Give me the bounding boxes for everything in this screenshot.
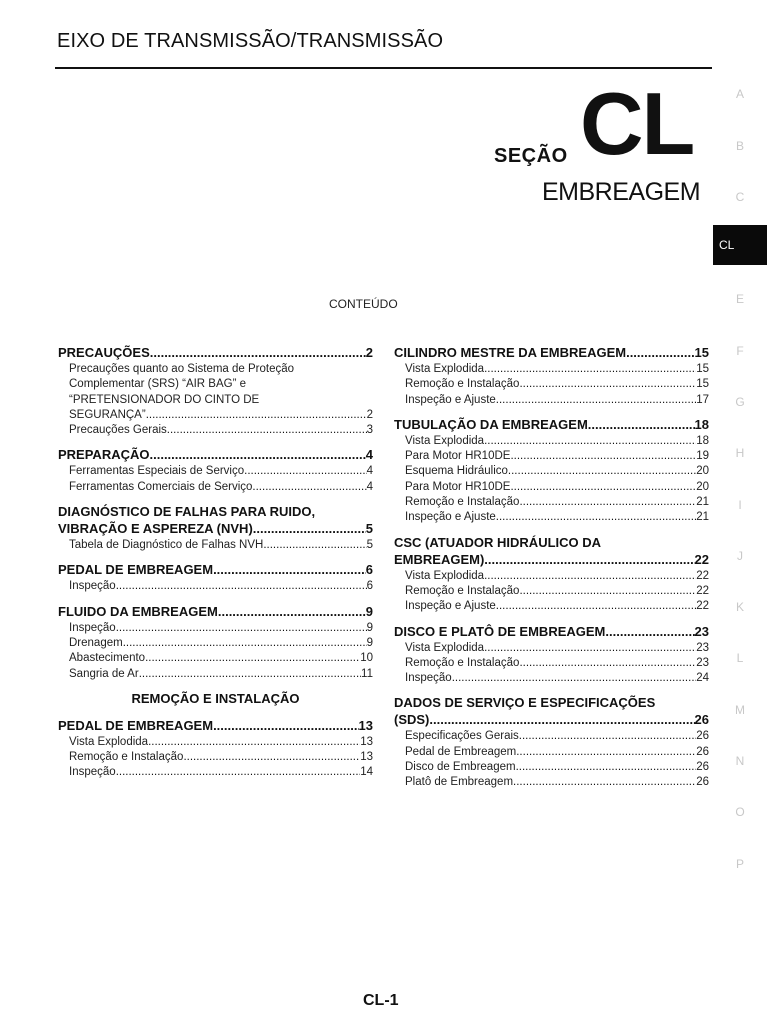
toc-heading-title: TUBULAÇÃO DA EMBREAGEM [394, 416, 588, 432]
leader-dots [484, 362, 696, 377]
leader-dots [146, 408, 367, 423]
leader-dots [213, 717, 358, 734]
side-tab-a[interactable]: A [735, 87, 744, 101]
toc-entry[interactable] [58, 621, 373, 636]
side-tab-c[interactable]: C [735, 190, 745, 204]
leader-dots [429, 711, 694, 728]
leader-dots [519, 656, 696, 671]
toc-entry[interactable] [394, 449, 709, 464]
side-tab-p[interactable]: P [735, 857, 744, 871]
leader-dots [484, 569, 696, 584]
toc-page-number: 26 [696, 776, 709, 789]
side-tab-b[interactable]: B [735, 139, 744, 153]
toc-page-number: 18 [696, 434, 709, 447]
toc-entry[interactable] [394, 377, 709, 392]
toc-page-number: 4 [366, 465, 373, 478]
leader-dots [183, 750, 360, 765]
toc-page-number: 15 [694, 345, 709, 360]
side-tab-f[interactable]: F [736, 344, 744, 358]
leader-dots [510, 449, 696, 464]
toc-page-number: 15 [696, 363, 709, 375]
leader-dots [148, 735, 360, 750]
leader-dots [253, 520, 366, 537]
toc-page-number: 20 [696, 480, 709, 493]
toc-entry-label: Remoção e Instalação [405, 584, 520, 597]
toc-entry-label: Inspeção e Ajuste [405, 600, 496, 613]
toc-group-preparation [58, 446, 373, 495]
toc-entry-label: Ferramentas Comerciais de Serviço [69, 480, 253, 493]
toc-entry-label: Esquema Hidráulico [405, 465, 508, 478]
toc-entry-label: Sangria de Ar [69, 667, 139, 680]
section-code: CL [580, 74, 694, 173]
toc-page-number: 17 [696, 393, 709, 406]
toc-entry[interactable] [58, 667, 373, 682]
toc-entry[interactable] [58, 362, 373, 423]
toc-heading-title: PEDAL DE EMBREAGEM [58, 562, 214, 578]
toc-entry-line: “PRETENSIONADOR DO CINTO DE [69, 393, 260, 406]
toc-heading-title: (SDS) [394, 712, 430, 728]
toc-group-csc [394, 534, 709, 615]
leader-dots [150, 446, 366, 463]
toc-page-number: 2 [365, 345, 373, 360]
toc-heading[interactable] [394, 623, 709, 640]
toc-entry[interactable] [394, 745, 709, 760]
toc-entry-label: Vista Explodida [405, 569, 485, 582]
toc-heading-title: DIAGNÓSTICO DE FALHAS PARA RUIDO, [58, 504, 316, 520]
toc-page-number: 22 [694, 551, 709, 567]
leader-dots [496, 510, 696, 525]
toc-left-column [58, 344, 373, 789]
toc-heading-title: DADOS DE SERVIÇO E ESPECIFICAÇÕES [394, 695, 656, 711]
toc-heading-title: CSC (ATUADOR HIDRÁULICO DA [394, 534, 602, 550]
toc-entry[interactable] [58, 480, 373, 495]
leader-dots [519, 584, 696, 599]
toc-heading[interactable] [394, 416, 709, 433]
toc-heading-title: VIBRAÇÃO E ASPEREZA (NVH) [58, 521, 253, 537]
toc-heading-title: EMBREAGEM) [394, 551, 485, 567]
page-number: CL-1 [363, 992, 399, 1009]
toc-page-number: 15 [696, 378, 709, 391]
toc-page-number: 22 [696, 600, 709, 613]
section-name: EMBREAGEM [542, 178, 701, 206]
toc-entry[interactable] [394, 656, 709, 671]
leader-dots [167, 423, 367, 438]
toc-entry[interactable] [394, 362, 709, 377]
toc-page-number: 2 [366, 408, 373, 421]
toc-entry[interactable] [394, 599, 709, 614]
toc-entry-label: Vista Explodida [405, 363, 485, 375]
leader-dots [484, 551, 694, 568]
toc-heading-title: FLUIDO DA EMBREAGEM [58, 603, 218, 619]
toc-subheading: REMOÇÃO E INSTALAÇÃO [131, 690, 300, 706]
leader-dots [145, 651, 360, 666]
toc-entry-label: Para Motor HR10DE [405, 450, 511, 463]
toc-page-number: 26 [696, 730, 709, 743]
toc-entry-label: Inspeção e Ajuste [405, 511, 496, 524]
side-tab-m[interactable]: M [735, 703, 745, 717]
leader-dots [588, 416, 695, 433]
toc-entry[interactable] [58, 750, 373, 765]
toc-entry-label: Disco de Embreagem [405, 761, 516, 774]
toc-entry-label: Vista Explodida [405, 641, 485, 654]
toc-entry-label: Abastecimento [69, 652, 146, 665]
leader-dots [605, 623, 694, 640]
side-tab-k[interactable]: K [735, 600, 744, 614]
toc-heading-title: PREPARAÇÃO [58, 447, 150, 463]
leader-dots [218, 603, 366, 620]
toc-entry-label: Remoção e Instalação [405, 496, 520, 509]
leader-dots [516, 760, 697, 775]
toc-page-number: 4 [365, 447, 373, 463]
toc-entry-label: Drenagem [69, 636, 123, 649]
toc-entry-label: Ferramentas Especiais de Serviço [69, 465, 245, 478]
toc-page-number: 6 [365, 562, 373, 578]
side-tab-o[interactable]: O [735, 805, 745, 819]
toc-entry[interactable] [394, 760, 709, 775]
toc-entry[interactable] [58, 735, 373, 750]
toc-page-number: 9 [366, 636, 373, 649]
leader-dots [116, 579, 367, 594]
toc-heading-title: CILINDRO MESTRE DA EMBREAGEM [394, 345, 627, 360]
leader-dots [519, 377, 696, 392]
header-rule [55, 67, 712, 69]
toc-page-number: 5 [366, 539, 373, 552]
side-tab-l[interactable]: L [736, 651, 744, 665]
leader-dots [626, 344, 694, 361]
toc-page-number: 3 [366, 424, 373, 437]
toc-page-number: 20 [696, 465, 709, 478]
toc-page-number: 23 [696, 656, 709, 669]
toc-entry-label: Inspeção e Ajuste [405, 393, 496, 406]
side-tab-i[interactable]: I [738, 498, 742, 512]
toc-page-number: 23 [696, 641, 709, 654]
toc-entry[interactable] [58, 538, 373, 553]
toc-entry-line: Precauções quanto ao Sistema de Proteção [69, 363, 295, 375]
toc-entry[interactable] [394, 510, 709, 525]
toc-heading[interactable] [58, 503, 373, 537]
toc-entry[interactable] [394, 775, 709, 790]
toc-entry[interactable] [394, 495, 709, 510]
toc-group-disc-cover [394, 623, 709, 687]
leader-dots [123, 636, 367, 651]
leader-dots [213, 561, 366, 578]
toc-group-clutch-pedal [58, 561, 373, 594]
toc-heading[interactable] [58, 446, 373, 463]
toc-page-number: 22 [696, 584, 709, 597]
toc-entry[interactable] [394, 464, 709, 479]
leader-dots [510, 480, 696, 495]
leader-dots [508, 464, 696, 479]
toc-page-number: 26 [696, 745, 709, 758]
toc-entry-label: Especificações Gerais [405, 730, 519, 743]
leader-dots [516, 745, 696, 760]
toc-page-number: 14 [360, 766, 373, 779]
toc-page-number: 10 [360, 652, 373, 665]
toc-heading[interactable] [58, 344, 373, 361]
toc-heading-title: DISCO E PLATÔ DE EMBREAGEM [394, 623, 606, 639]
toc-entry[interactable] [394, 641, 709, 656]
toc-entry[interactable] [58, 464, 373, 479]
toc-page-number: 23 [694, 623, 709, 639]
toc-entry-label: Precauções Gerais [69, 424, 167, 437]
toc-entry[interactable] [58, 765, 373, 780]
side-index [712, 0, 768, 1024]
toc-right-column [394, 344, 709, 799]
side-tab-h[interactable]: H [735, 446, 745, 460]
toc-entry[interactable] [394, 584, 709, 599]
toc-entry-label: Pedal de Embreagem [405, 745, 517, 758]
toc-heading-title: PEDAL DE EMBREAGEM [58, 717, 214, 733]
toc-heading-title: PRECAUÇÕES [58, 345, 150, 360]
toc-page-number: 11 [361, 667, 373, 680]
toc-heading[interactable] [58, 603, 373, 620]
toc-heading[interactable] [58, 717, 373, 734]
leader-dots [252, 480, 366, 495]
toc-entry-label: Remoção e Instalação [405, 378, 520, 391]
toc-entry-label: Remoção e Instalação [405, 656, 520, 669]
toc-entry[interactable] [394, 393, 709, 408]
toc-entry[interactable] [58, 423, 373, 438]
toc-group-nvh [58, 503, 373, 553]
toc-heading[interactable] [394, 534, 709, 568]
toc-page-number: 24 [696, 672, 709, 685]
leader-dots [519, 729, 696, 744]
toc-group-master-cylinder [394, 344, 709, 408]
toc-entry-label: Inspeção [405, 672, 452, 685]
leader-dots [150, 344, 366, 361]
toc-page-number: 18 [694, 416, 709, 432]
toc-page-number: 26 [696, 761, 709, 774]
toc-entry[interactable] [394, 729, 709, 744]
leader-dots [452, 671, 697, 686]
side-tab-n[interactable]: N [735, 754, 745, 768]
leader-dots [513, 775, 696, 790]
toc-entry[interactable] [394, 434, 709, 449]
leader-dots [244, 464, 366, 479]
leader-dots [139, 667, 361, 682]
toc-group-clutch-piping [394, 416, 709, 526]
toc-entry[interactable] [58, 579, 373, 594]
side-tab-cl-active[interactable]: CL [713, 225, 767, 265]
toc-page-number: 4 [366, 480, 373, 493]
contents-label-text: CONTEÚDO [329, 297, 398, 311]
leader-dots [263, 538, 366, 553]
toc-entry-line: Complementar (SRS) “AIR BAG” e [69, 378, 247, 391]
toc-group-clutch-pedal-removal [58, 717, 373, 781]
toc-page-number: 13 [360, 735, 373, 748]
toc-page-number: 13 [358, 717, 373, 733]
leader-dots [519, 495, 696, 510]
toc-page-number: 6 [366, 580, 373, 593]
toc-entry[interactable] [58, 636, 373, 651]
toc-entry-label: Para Motor HR10DE [405, 480, 511, 493]
leader-dots [496, 393, 696, 408]
side-tab-g[interactable]: G [735, 395, 745, 409]
leader-dots [496, 599, 696, 614]
toc-heading[interactable] [394, 694, 709, 728]
toc-page-number: 22 [696, 569, 709, 582]
toc-entry-label: Inspeção [69, 621, 116, 634]
toc-entry[interactable] [394, 569, 709, 584]
side-tab-e[interactable]: E [735, 292, 744, 306]
leader-dots [484, 641, 696, 656]
toc-entry[interactable] [58, 651, 373, 666]
toc-page-number: 19 [696, 450, 709, 463]
toc-page-number: 9 [365, 603, 373, 619]
leader-dots [484, 434, 696, 449]
toc-page-number: 13 [360, 751, 373, 764]
toc-entry-label: Platô de Embreagem [405, 776, 514, 789]
toc-page-number: 26 [694, 712, 709, 728]
toc-entry[interactable] [394, 671, 709, 686]
toc-page-number: 21 [696, 496, 709, 509]
toc-entry-label: Remoção e Instalação [69, 751, 184, 764]
side-tab-j[interactable]: J [737, 549, 743, 563]
toc-entry-label: Tabela de Diagnóstico de Falhas NVH [69, 539, 264, 552]
toc-page-number: 21 [696, 511, 709, 524]
toc-heading[interactable] [394, 344, 709, 361]
toc-entry-label: Inspeção [69, 766, 116, 779]
toc-group-precautions [58, 344, 373, 438]
toc-entry-label: Vista Explodida [69, 735, 149, 748]
toc-entry[interactable] [394, 480, 709, 495]
toc-page-number: 9 [366, 621, 373, 634]
toc-group-clutch-fluid [58, 603, 373, 682]
header-title: EIXO DE TRANSMISSÃO/TRANSMISSÃO [57, 30, 444, 52]
toc-entry-line: SEGURANÇA” [69, 408, 146, 421]
toc-group-sds [394, 694, 709, 790]
section-word: SEÇÃO [494, 145, 568, 167]
leader-dots [116, 621, 367, 636]
toc-page-number: 5 [365, 521, 373, 537]
toc-entry-label: Vista Explodida [405, 434, 485, 447]
toc-entry-label: Inspeção [69, 580, 116, 593]
toc-heading[interactable] [58, 561, 373, 578]
leader-dots [116, 765, 361, 780]
